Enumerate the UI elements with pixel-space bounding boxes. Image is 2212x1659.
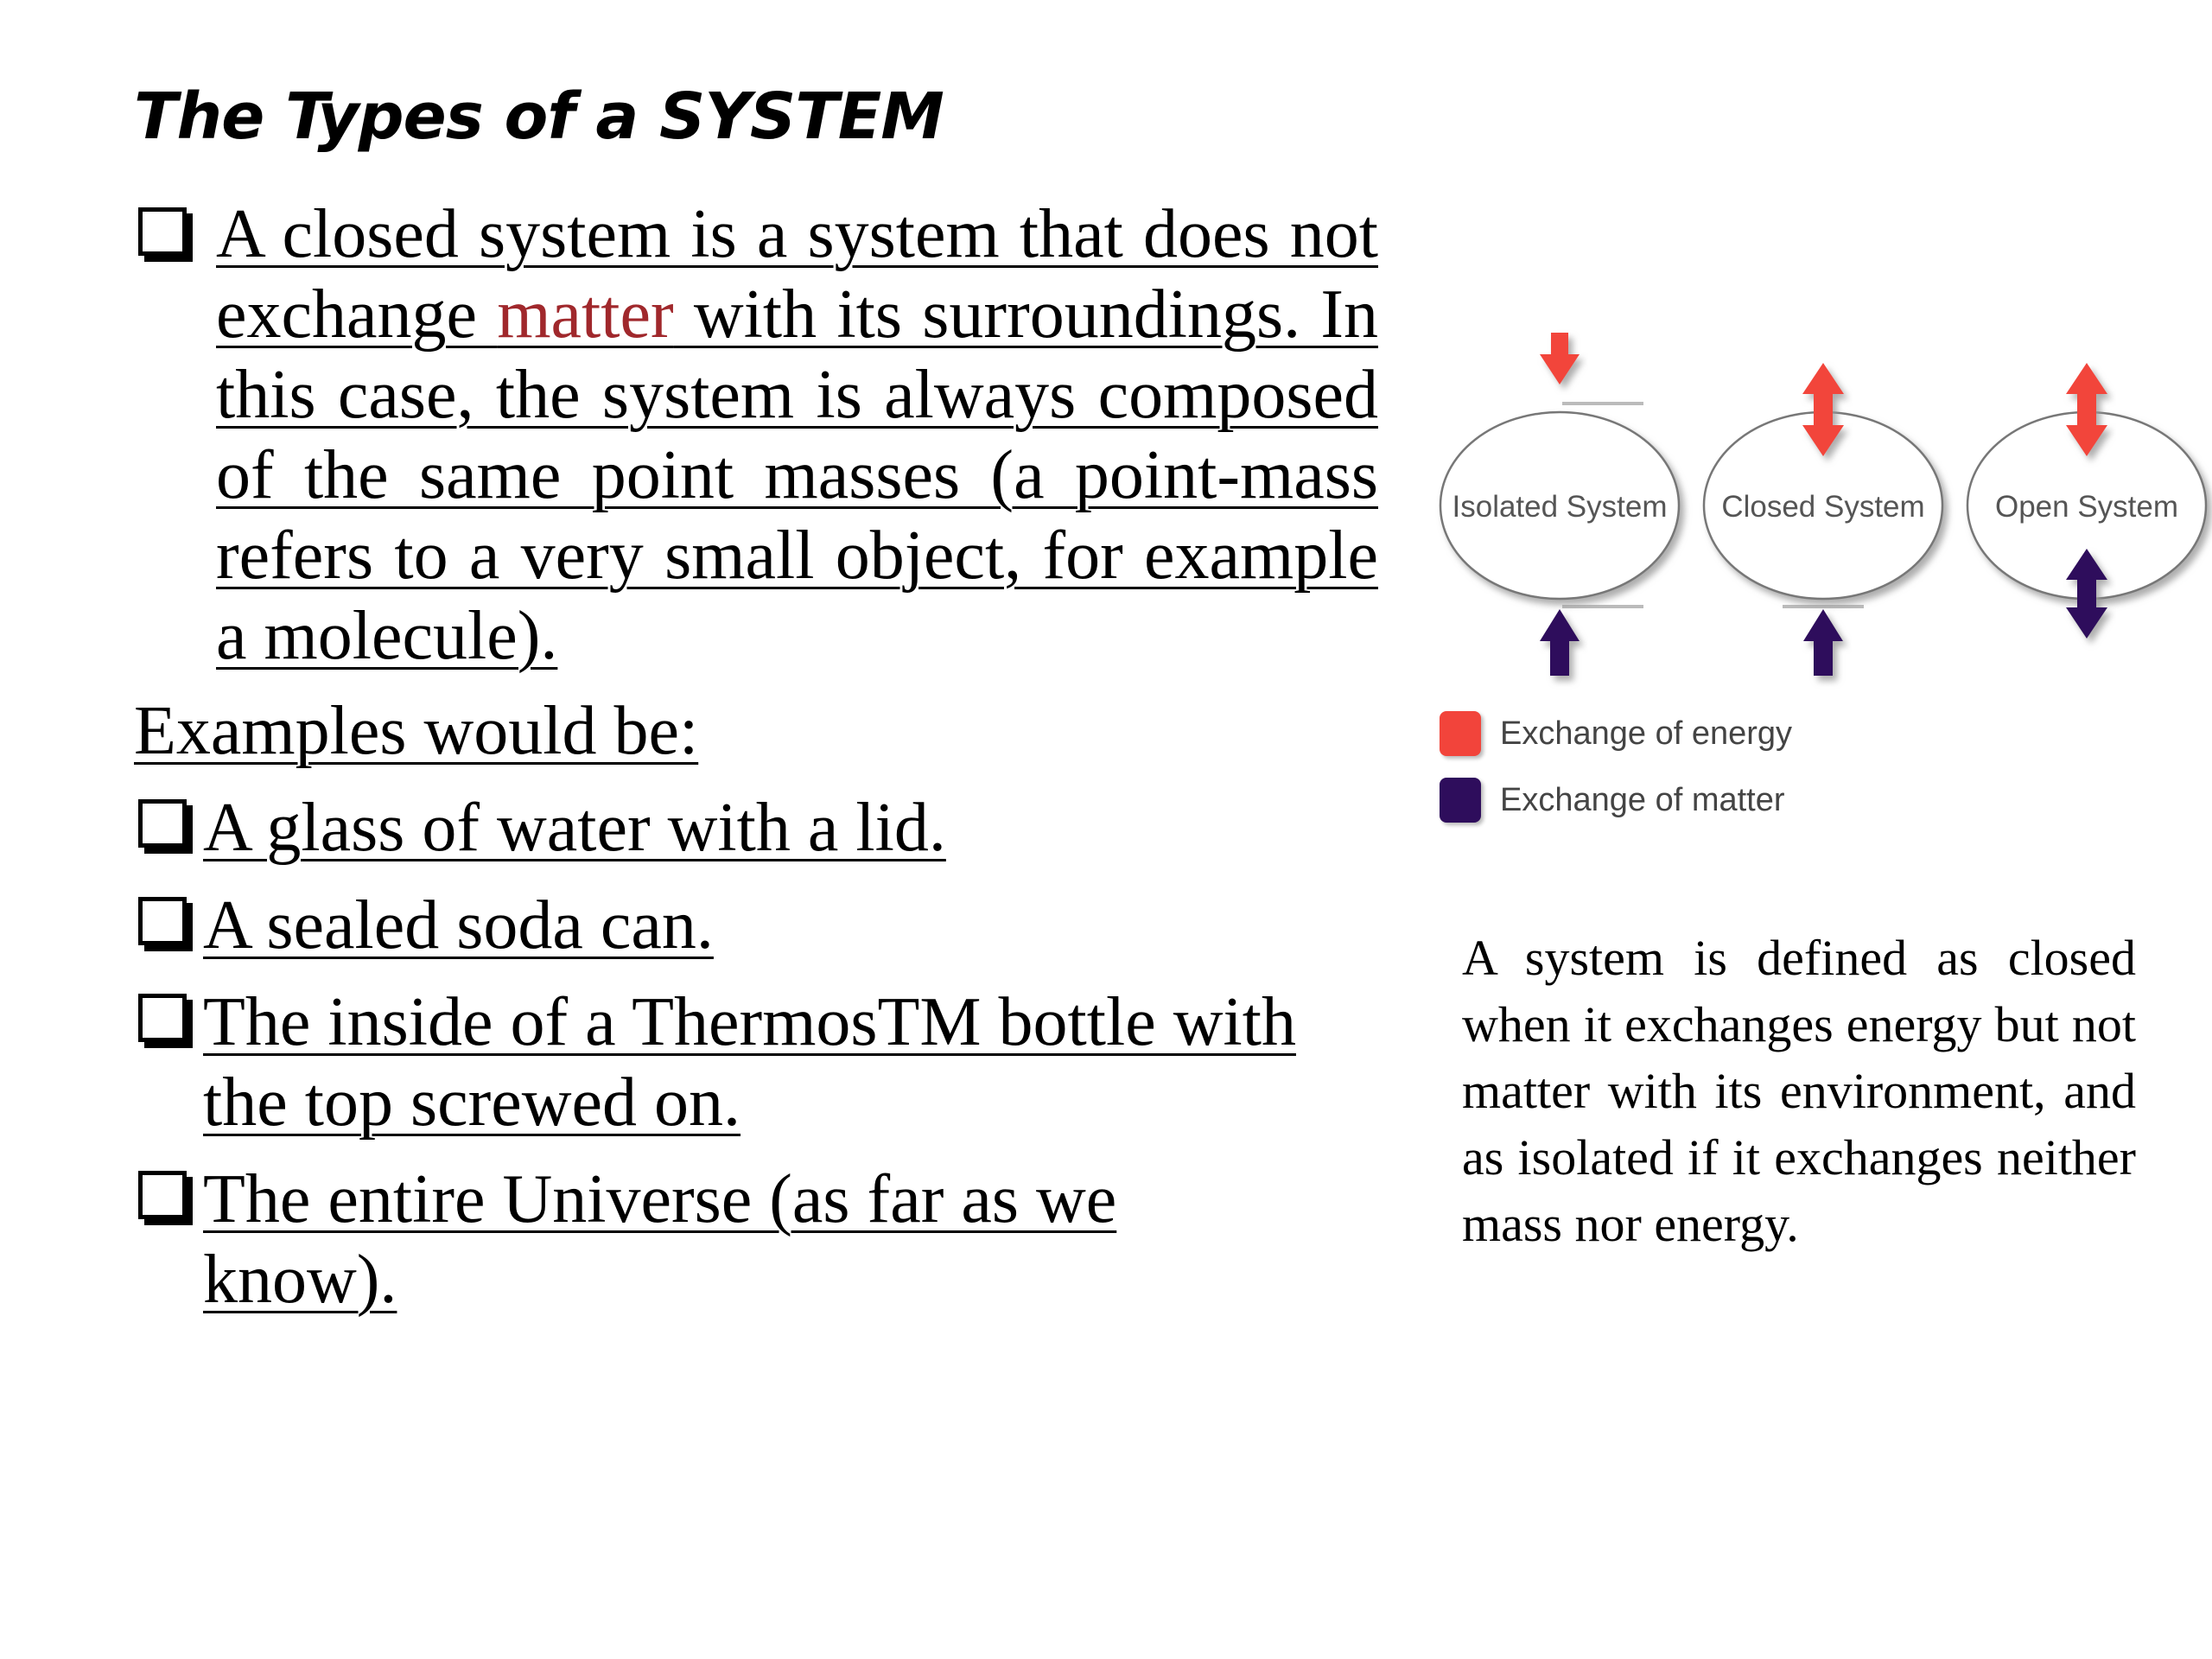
matter-link[interactable]: matter bbox=[497, 276, 674, 353]
closed-vs-isolated-note: A system is defined as closed when it exchanges energy but not matter with its environment, and as isolated if it exchanges neither mass nor energy. bbox=[1462, 930, 2136, 1252]
legend-matter bbox=[1440, 778, 1785, 823]
closed-system-definition bbox=[216, 194, 1378, 677]
matter-arrow-icon bbox=[1803, 609, 1843, 676]
definition-text-end: with its surroundings. In this case, the system is always composed of the same point masses (a point-mass refers to a very small object, for example a molecule). bbox=[216, 276, 1378, 674]
example-item: A sealed soda can. bbox=[203, 887, 714, 963]
isolated-system-node bbox=[1440, 402, 1679, 608]
system-label: Closed System bbox=[1721, 490, 1925, 524]
matter-arrow-icon bbox=[1540, 609, 1580, 676]
examples-heading: Examples would be: bbox=[134, 693, 699, 769]
legend-energy bbox=[1440, 711, 1792, 756]
checkbox-bullet-icon bbox=[138, 799, 187, 848]
example-item: A glass of water with a lid. bbox=[203, 790, 946, 866]
system-label: Isolated System bbox=[1452, 490, 1668, 524]
checkbox-bullet-icon bbox=[138, 207, 187, 256]
energy-arrow-icon bbox=[1540, 333, 1580, 385]
checkbox-bullet-icon bbox=[138, 994, 187, 1042]
example-item: The entire Universe (as far as we bbox=[203, 1161, 1117, 1237]
system-label: Open System bbox=[1994, 490, 2179, 524]
slide-title: The Types of a SYSTEM bbox=[134, 79, 944, 154]
example-item: The inside of a ThermosTM bottle with bbox=[203, 984, 1296, 1060]
example-item-continuation: know). bbox=[203, 1242, 397, 1318]
system-types-diagram bbox=[1426, 320, 2212, 700]
checkbox-bullet-icon bbox=[138, 897, 187, 945]
legend-label: Exchange of energy bbox=[1500, 715, 1793, 752]
definition-text-start: A closed system is a system that does not exchange bbox=[216, 196, 1378, 353]
energy-swatch bbox=[1440, 711, 1481, 756]
example-item-continuation: the top screwed on. bbox=[203, 1065, 741, 1141]
checkbox-bullet-icon bbox=[138, 1171, 187, 1219]
legend-label: Exchange of matter bbox=[1500, 781, 1785, 818]
matter-swatch bbox=[1440, 778, 1481, 823]
